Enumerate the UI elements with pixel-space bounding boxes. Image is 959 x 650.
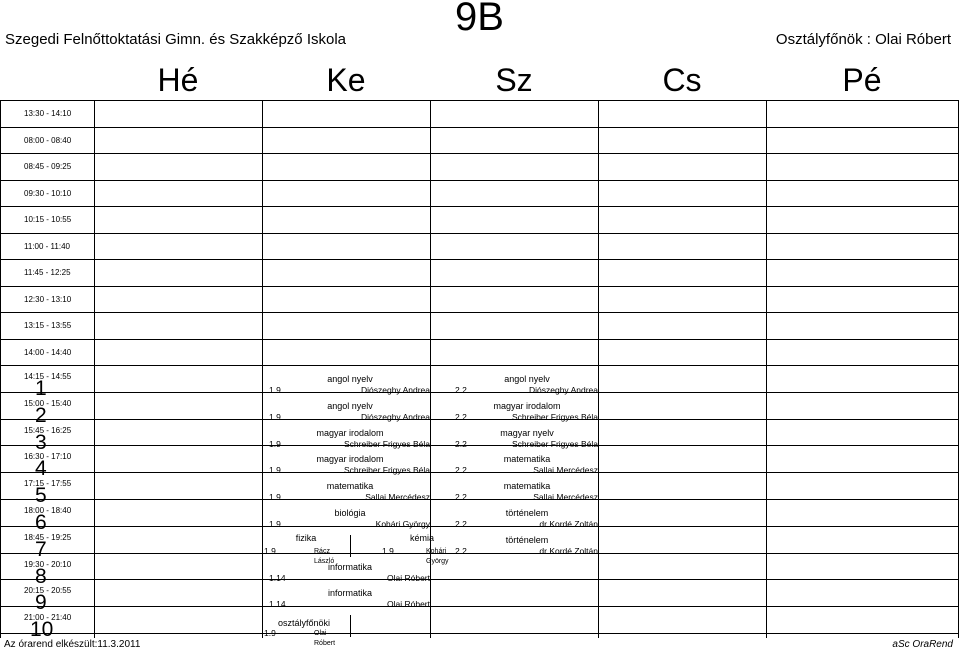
lesson-teacher: Kohári György xyxy=(426,547,449,565)
lesson-subject: magyar irodalom xyxy=(316,427,384,438)
lesson-room: 1.9 xyxy=(269,519,281,529)
grid-row-line xyxy=(0,206,959,207)
grid-col-line xyxy=(94,100,95,638)
time-label: 11:45 - 12:25 xyxy=(24,268,71,277)
grid-row-line xyxy=(0,286,959,287)
lesson-room: 1.9 xyxy=(269,492,281,503)
lesson-subject: matematika xyxy=(503,481,551,492)
lesson-teacher: Sallai Mercédesz xyxy=(365,492,430,503)
lesson-teacher: Kohári György xyxy=(375,519,430,529)
lesson-teacher: Schreiber Frigyes Béla xyxy=(512,438,598,449)
period-number: 1 xyxy=(35,377,47,400)
lesson-subject: osztályfőnöki xyxy=(277,618,331,629)
period-time: 21:00 - 21:40 xyxy=(24,613,72,623)
lesson-teacher: Olai Róbert xyxy=(314,630,336,648)
time-label: 10:15 - 10:55 xyxy=(24,215,72,224)
grid-row-line xyxy=(0,365,959,366)
lesson-room: 1.9 xyxy=(382,545,394,556)
period-number: 4 xyxy=(35,457,47,481)
lesson-room: 2.2 xyxy=(455,411,467,422)
lesson-room: 2.2 xyxy=(455,385,467,395)
grid-row-line xyxy=(0,579,959,580)
split-divider xyxy=(350,615,351,637)
lesson-subject: angol nyelv xyxy=(327,374,373,384)
grid-col-line xyxy=(0,100,1,638)
day-header-1: Ke xyxy=(326,62,366,98)
lesson-room: 2.2 xyxy=(455,465,467,476)
lesson-teacher: Schreiber Frigyes Béla xyxy=(344,438,430,449)
lesson-room: 1.9 xyxy=(269,411,281,422)
lesson-subject: magyar nyelv xyxy=(500,427,554,438)
period-number: 8 xyxy=(35,564,47,588)
period-time: 16:30 - 17:10 xyxy=(24,452,72,462)
lesson-teacher: Diószeghy Andrea xyxy=(361,385,430,395)
lesson-subject: magyar irodalom xyxy=(493,400,561,411)
class-title: 9B xyxy=(455,0,504,39)
time-label: 11:00 - 11:40 xyxy=(24,241,70,251)
day-header-3: Cs xyxy=(662,62,702,98)
lesson-teacher: Olai Róbert xyxy=(387,572,430,583)
period-time: 18:45 - 19:25 xyxy=(24,532,72,542)
lesson-subject: történelem xyxy=(505,534,549,545)
period-number: 10 xyxy=(30,618,54,642)
lesson-room: 1.9 xyxy=(269,438,281,449)
period-number: 6 xyxy=(35,511,47,534)
period-time: 15:45 - 16:25 xyxy=(24,425,72,435)
grid-row-line xyxy=(0,153,959,154)
lesson-subject: matematika xyxy=(326,481,374,492)
lesson-teacher: Diószeghy Andrea xyxy=(361,411,430,422)
lesson-subject: kémia xyxy=(409,532,434,543)
period-number: 2 xyxy=(35,403,47,427)
grid-row-line xyxy=(0,100,959,101)
grid-col-line xyxy=(262,100,263,638)
lesson-room: 2.2 xyxy=(455,492,467,503)
time-label: 09:30 - 10:10 xyxy=(24,188,72,198)
lesson-teacher: Schreiber Frigyes Béla xyxy=(512,411,598,422)
lesson-room: 1.14 xyxy=(269,599,286,610)
lesson-teacher: Olai Róbert xyxy=(387,599,430,610)
grid-row-line xyxy=(0,259,959,260)
period-time: 14:15 - 14:55 xyxy=(24,372,72,381)
software-credit: aSc OraRend xyxy=(892,639,953,650)
time-label: 08:45 - 09:25 xyxy=(24,162,72,171)
day-header-2: Sz xyxy=(495,62,533,98)
lesson-teacher: Sallai Mercédesz xyxy=(533,492,598,503)
lesson-subject: magyar irodalom xyxy=(316,454,384,465)
lesson-subject: biológia xyxy=(334,508,366,518)
period-time: 18:00 - 18:40 xyxy=(24,506,72,515)
grid-row-line xyxy=(0,633,959,634)
lesson-room: 1.9 xyxy=(269,385,281,395)
lesson-teacher: dr Kordé Zoltán xyxy=(539,545,598,556)
lesson-teacher: dr Kordé Zoltán xyxy=(539,519,598,529)
grid-row-line xyxy=(0,127,959,128)
period-time: 15:00 - 15:40 xyxy=(24,398,72,408)
lesson-subject: történelem xyxy=(505,508,549,518)
period-number: 5 xyxy=(35,484,47,508)
period-time: 20:15 - 20:55 xyxy=(24,586,72,596)
homeroom-teacher: Osztályfőnök : Olai Róbert xyxy=(775,31,951,48)
split-divider xyxy=(350,535,351,557)
school-name: Szegedi Felnőttoktatási Gimn. és Szakképző Iskola xyxy=(5,31,347,48)
lesson-subject: angol nyelv xyxy=(327,400,373,411)
lesson-subject: fizika xyxy=(295,532,317,543)
period-number: 9 xyxy=(35,591,47,615)
grid-row-line xyxy=(0,312,959,313)
period-time: 19:30 - 20:10 xyxy=(24,559,72,569)
lesson-room: 2.2 xyxy=(455,438,467,449)
day-header-4: Pé xyxy=(842,62,882,98)
time-label: 13:30 - 14:10 xyxy=(24,109,72,118)
lesson-room: 1.14 xyxy=(269,572,286,583)
lesson-room: 1.9 xyxy=(264,545,276,556)
grid-row-line xyxy=(0,606,959,607)
period-number: 7 xyxy=(35,537,47,561)
lesson-subject: angol nyelv xyxy=(504,374,550,384)
lesson-teacher: Sallai Mercédesz xyxy=(533,465,598,476)
lesson-subject: informatika xyxy=(327,561,372,572)
lesson-subject: matematika xyxy=(503,454,551,465)
lesson-room: 1.9 xyxy=(269,465,281,476)
time-label: 08:00 - 08:40 xyxy=(24,135,72,145)
lesson-room: 2.2 xyxy=(455,545,467,556)
grid-row-line xyxy=(0,180,959,181)
time-label: 12:30 - 13:10 xyxy=(24,294,72,304)
grid-col-line xyxy=(598,100,599,638)
lesson-teacher: Rácz László xyxy=(314,547,335,565)
time-label: 13:15 - 13:55 xyxy=(24,321,72,330)
lesson-teacher: Diószeghy Andrea xyxy=(529,385,598,395)
grid-col-line xyxy=(766,100,767,638)
lesson-room: 2.2 xyxy=(455,519,467,529)
lesson-subject: informatika xyxy=(327,588,372,599)
day-header-0: Hé xyxy=(157,62,199,98)
lesson-room: 1.9 xyxy=(264,628,276,639)
grid-row-line xyxy=(0,233,959,234)
lesson-teacher: Schreiber Frigyes Béla xyxy=(344,465,430,476)
period-time: 17:15 - 17:55 xyxy=(24,479,72,489)
generated-date: Az órarend elkészült:11.3.2011 xyxy=(4,639,141,650)
grid-row-line xyxy=(0,339,959,340)
period-number: 3 xyxy=(35,430,47,454)
time-label: 14:00 - 14:40 xyxy=(24,347,72,357)
